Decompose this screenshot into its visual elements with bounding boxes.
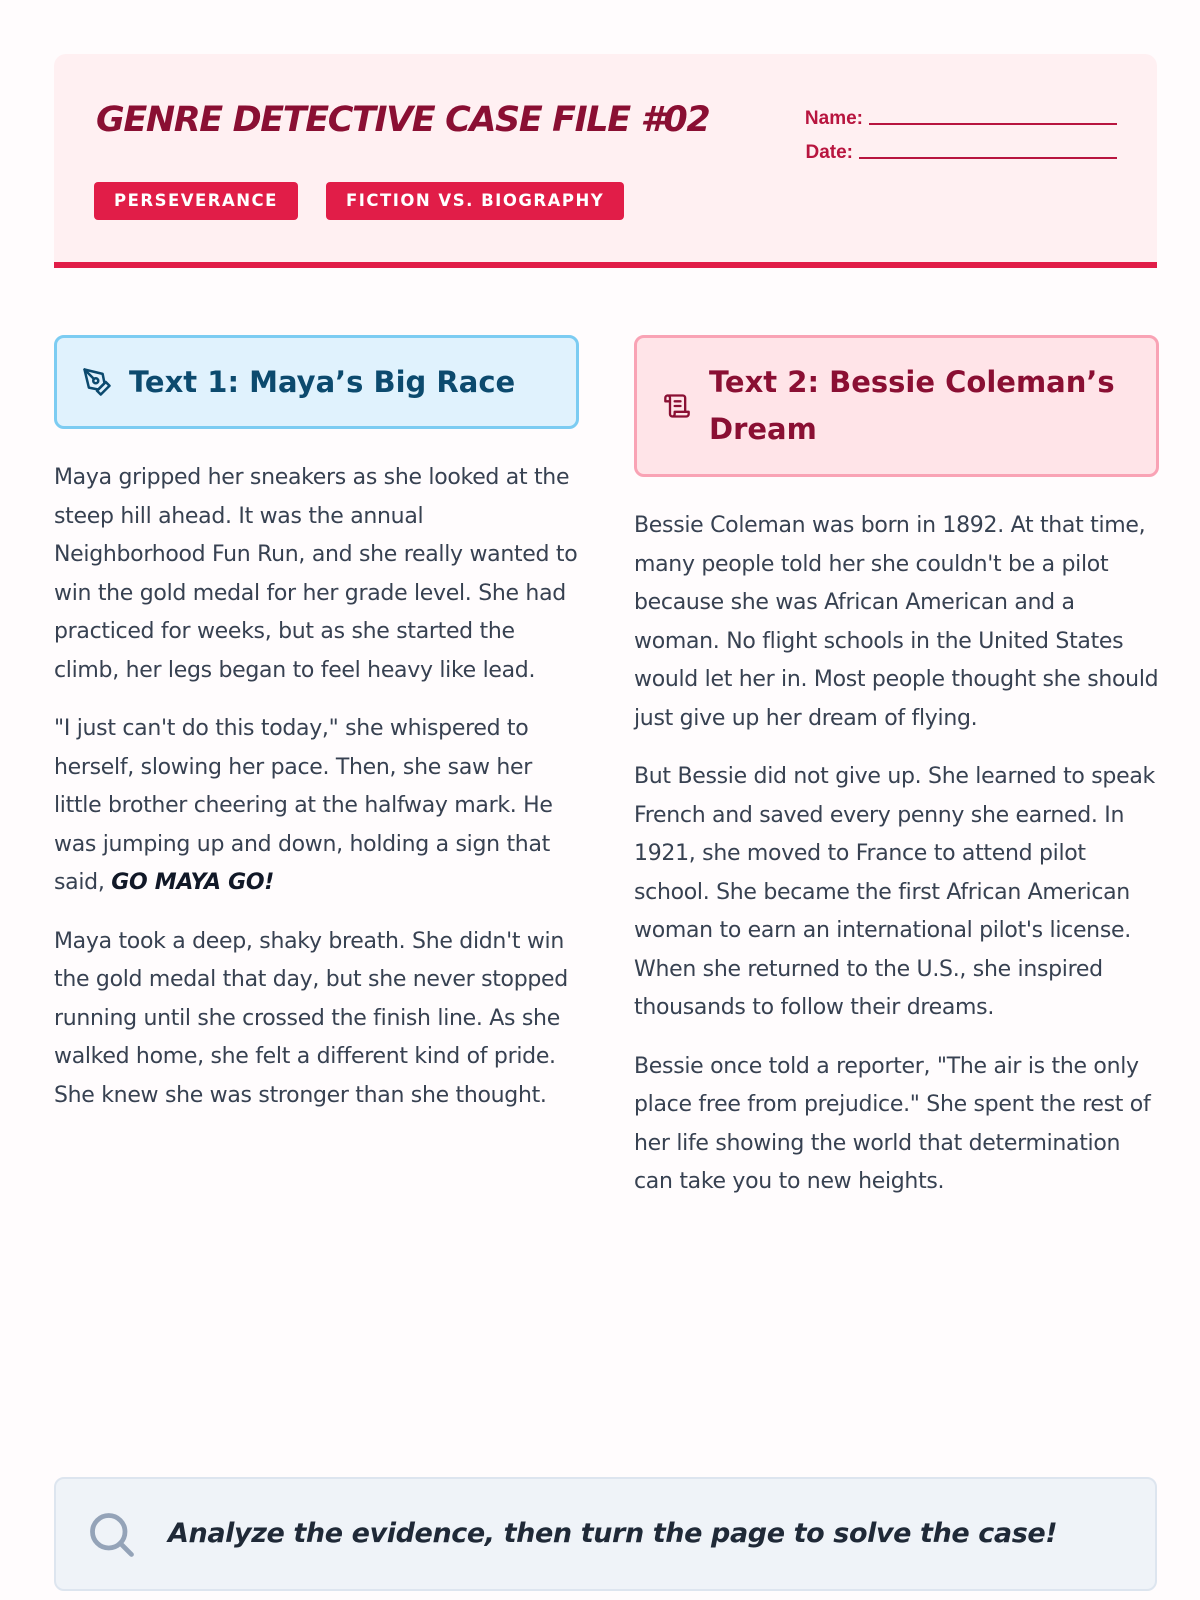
date-field[interactable] bbox=[805, 130, 1117, 164]
tag-fiction-vs-biography: FICTION VS. BIOGRAPHY bbox=[326, 182, 624, 220]
text2-paragraph-1: Bessie Coleman was born in 1892. At that time, many people told her she couldn't be a pilot because she was African American and a woman. No flight schools in the United States would let her in. Most people thought she should just give up her dream of flying. bbox=[634, 513, 1159, 731]
tag-perseverance: PERSEVERANCE bbox=[94, 182, 298, 220]
text2-paragraph-2: But Bessie did not give up. She learned to speak French and saved every penny she earned. In 1921, she moved to France to attend pilot school. She became the first African American woman to earn an international pilot's license. When she returned to the U.S., she inspired thousands to follow their dreams. bbox=[634, 764, 1155, 1020]
text2-paragraph-3: Bessie once told a reporter, "The air is the only place free from prejudice." She spent the rest of her life showing the world that determination can take you to new heights. bbox=[634, 1053, 1151, 1194]
text1-title-card bbox=[54, 335, 579, 429]
text1-paragraph-2-text: "I just can't do this today," she whispered to herself, slowing her pace. Then, she saw her little brother cheering at the halfway mark. He was jumping up and down, holding a sign that said, bbox=[54, 716, 553, 895]
instruction-text: Analyze the evidence, then turn the page to solve the case! bbox=[168, 1518, 1058, 1549]
date-blank-line[interactable] bbox=[859, 157, 1117, 159]
name-field[interactable] bbox=[805, 96, 1117, 130]
name-label: Name: bbox=[804, 108, 863, 129]
sign-text: GO MAYA GO! bbox=[111, 870, 275, 895]
date-label: Date: bbox=[805, 142, 853, 163]
text1-paragraph-3: Maya took a deep, shaky breath. She didn't win the gold medal that day, but she never stopped running until she crossed the finish line. As she walked home, she felt a different kind of pride. She knew she was stronger than she thought. bbox=[54, 928, 568, 1108]
text2-title: Text 2: Bessie Coleman’s Dream bbox=[709, 365, 1115, 446]
scroll-icon bbox=[659, 388, 695, 424]
text2-column bbox=[634, 335, 1159, 1222]
text1-column bbox=[54, 335, 579, 1135]
text1-title: Text 1: Maya’s Big Race bbox=[129, 364, 516, 399]
student-info bbox=[805, 96, 1117, 164]
tag-list bbox=[94, 182, 624, 220]
text1-paragraph-2 bbox=[54, 710, 579, 903]
text2-title-card bbox=[634, 335, 1159, 477]
case-file-header bbox=[54, 54, 1157, 268]
name-blank-line[interactable] bbox=[869, 123, 1117, 125]
pen-nib-icon bbox=[79, 364, 115, 400]
text1-paragraph-1: Maya gripped her sneakers as she looked at the steep hill ahead. It was the annual Neighborhood Fun Run, and she really wanted to win the gold medal for her grade level. She had practiced for weeks, but as she started the climb, her legs began to feel heavy like lead. bbox=[54, 465, 578, 683]
instruction-banner bbox=[54, 1477, 1157, 1591]
page-title: GENRE DETECTIVE CASE FILE #02 bbox=[96, 100, 710, 140]
magnifying-glass-icon bbox=[86, 1509, 138, 1561]
